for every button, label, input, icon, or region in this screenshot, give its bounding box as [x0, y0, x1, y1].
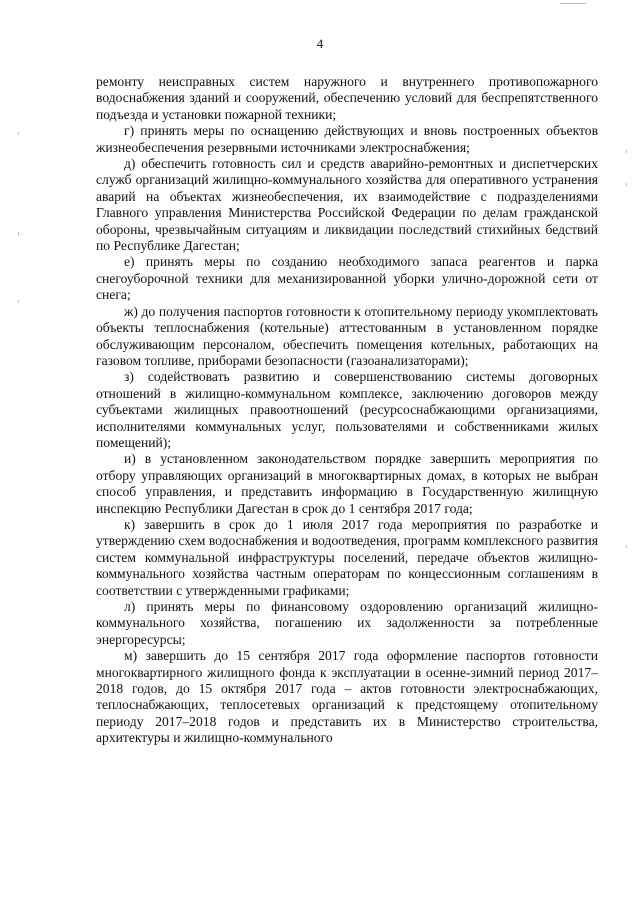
- scan-artifact: [626, 183, 627, 186]
- paragraph-item-d: д) обеспечить готовность сил и средств аварийно-ремонтных и диспетчерских служб организаций жилищно-коммунального хозяйства для оперативного устранения аварий на объектах жизнеобеспечения, их взаимодействие с подразделениями Главного управления Министерства Российской Федерации по делам гражданской обороны, чрезвычайным ситуациям и ликвидации последствий стихийных бедствий по Республике Дагестан;: [96, 156, 598, 254]
- paragraph-continuation: ремонту неисправных систем наружного и внутреннего противопожарного водоснабжения зданий и сооружений, обеспечению условий для беспрепятственного подъезда и установки пожарной техники;: [96, 74, 598, 122]
- scan-artifact: [18, 132, 19, 135]
- scan-artifact: [626, 545, 627, 548]
- paragraph-item-k: к) завершить в срок до 1 июля 2017 года мероприятия по разработке и утверждению схем водоснабжения и водоотведения, программ комплексного развития систем коммунальной инфраструктуры поселений, передаче объектов жилищно-коммунального хозяйства частным операторам по концессионным соглашениям в соответствии с утвержденными графиками;: [96, 516, 598, 598]
- paragraph-item-m: м) завершить до 15 сентября 2017 года оформление паспортов готовности многоквартирного жилищного фонда к эксплуатации в осенне-зимний период 2017–2018 годов, до 15 октября 2017 года – актов готовности электроснабжающих, теплоснабжающих, теплосетевых организаций к предстоящему отопительному периоду 2017–2018 годов и представить их в Министерство строительства, архитектуры и жилищно-коммунального: [96, 648, 598, 746]
- paragraph-item-l: л) принять меры по финансовому оздоровлению организаций жилищно-коммунального хозяйства, погашению их задолженности за потребленные энергоресурсы;: [96, 599, 598, 647]
- scan-artifact: [18, 300, 19, 303]
- paragraph-item-e: е) принять меры по созданию необходимого запаса реагентов и парка снегоуборочной техники для механизированной уборки улично-дорожной сети от снега;: [96, 254, 598, 303]
- scan-artifact: [560, 3, 586, 4]
- paragraph-item-zh: ж) до получения паспортов готовности к отопительному периоду укомплектовать объекты теплоснабжения (котельные) аттестованным в установленном порядке обслуживающим персоналом, обеспечить помещения котельных, работающих на газовом топливе, приборами безопасности (газоанализаторами);: [96, 303, 598, 368]
- paragraph-item-z: з) содействовать развитию и совершенствованию системы договорных отношений в жилищно-коммунальном комплексе, заключению договоров между субъектами жилищных правоотношений (ресурсоснабжающими организациями, исполнителями коммунальных услуг, пользователями и собственниками жилых помещений);: [96, 369, 598, 450]
- paragraph-item-g: г) принять меры по оснащению действующих и вновь построенных объектов жизнеобеспечения резервными источниками электроснабжения;: [96, 123, 598, 155]
- page-number: 4: [316, 36, 324, 51]
- paragraph-item-i: и) в установленном законодательством порядке завершить мероприятия по отбору управляющих организаций в многоквартирных домах, в которых не выбран способ управления, и представить информацию в Государственную жилищную инспекцию Республики Дагестан в срок до 1 сентября 2017 года;: [96, 451, 598, 516]
- scan-artifact: [18, 232, 19, 236]
- scan-artifact: [626, 150, 627, 153]
- document-body: [96, 74, 598, 747]
